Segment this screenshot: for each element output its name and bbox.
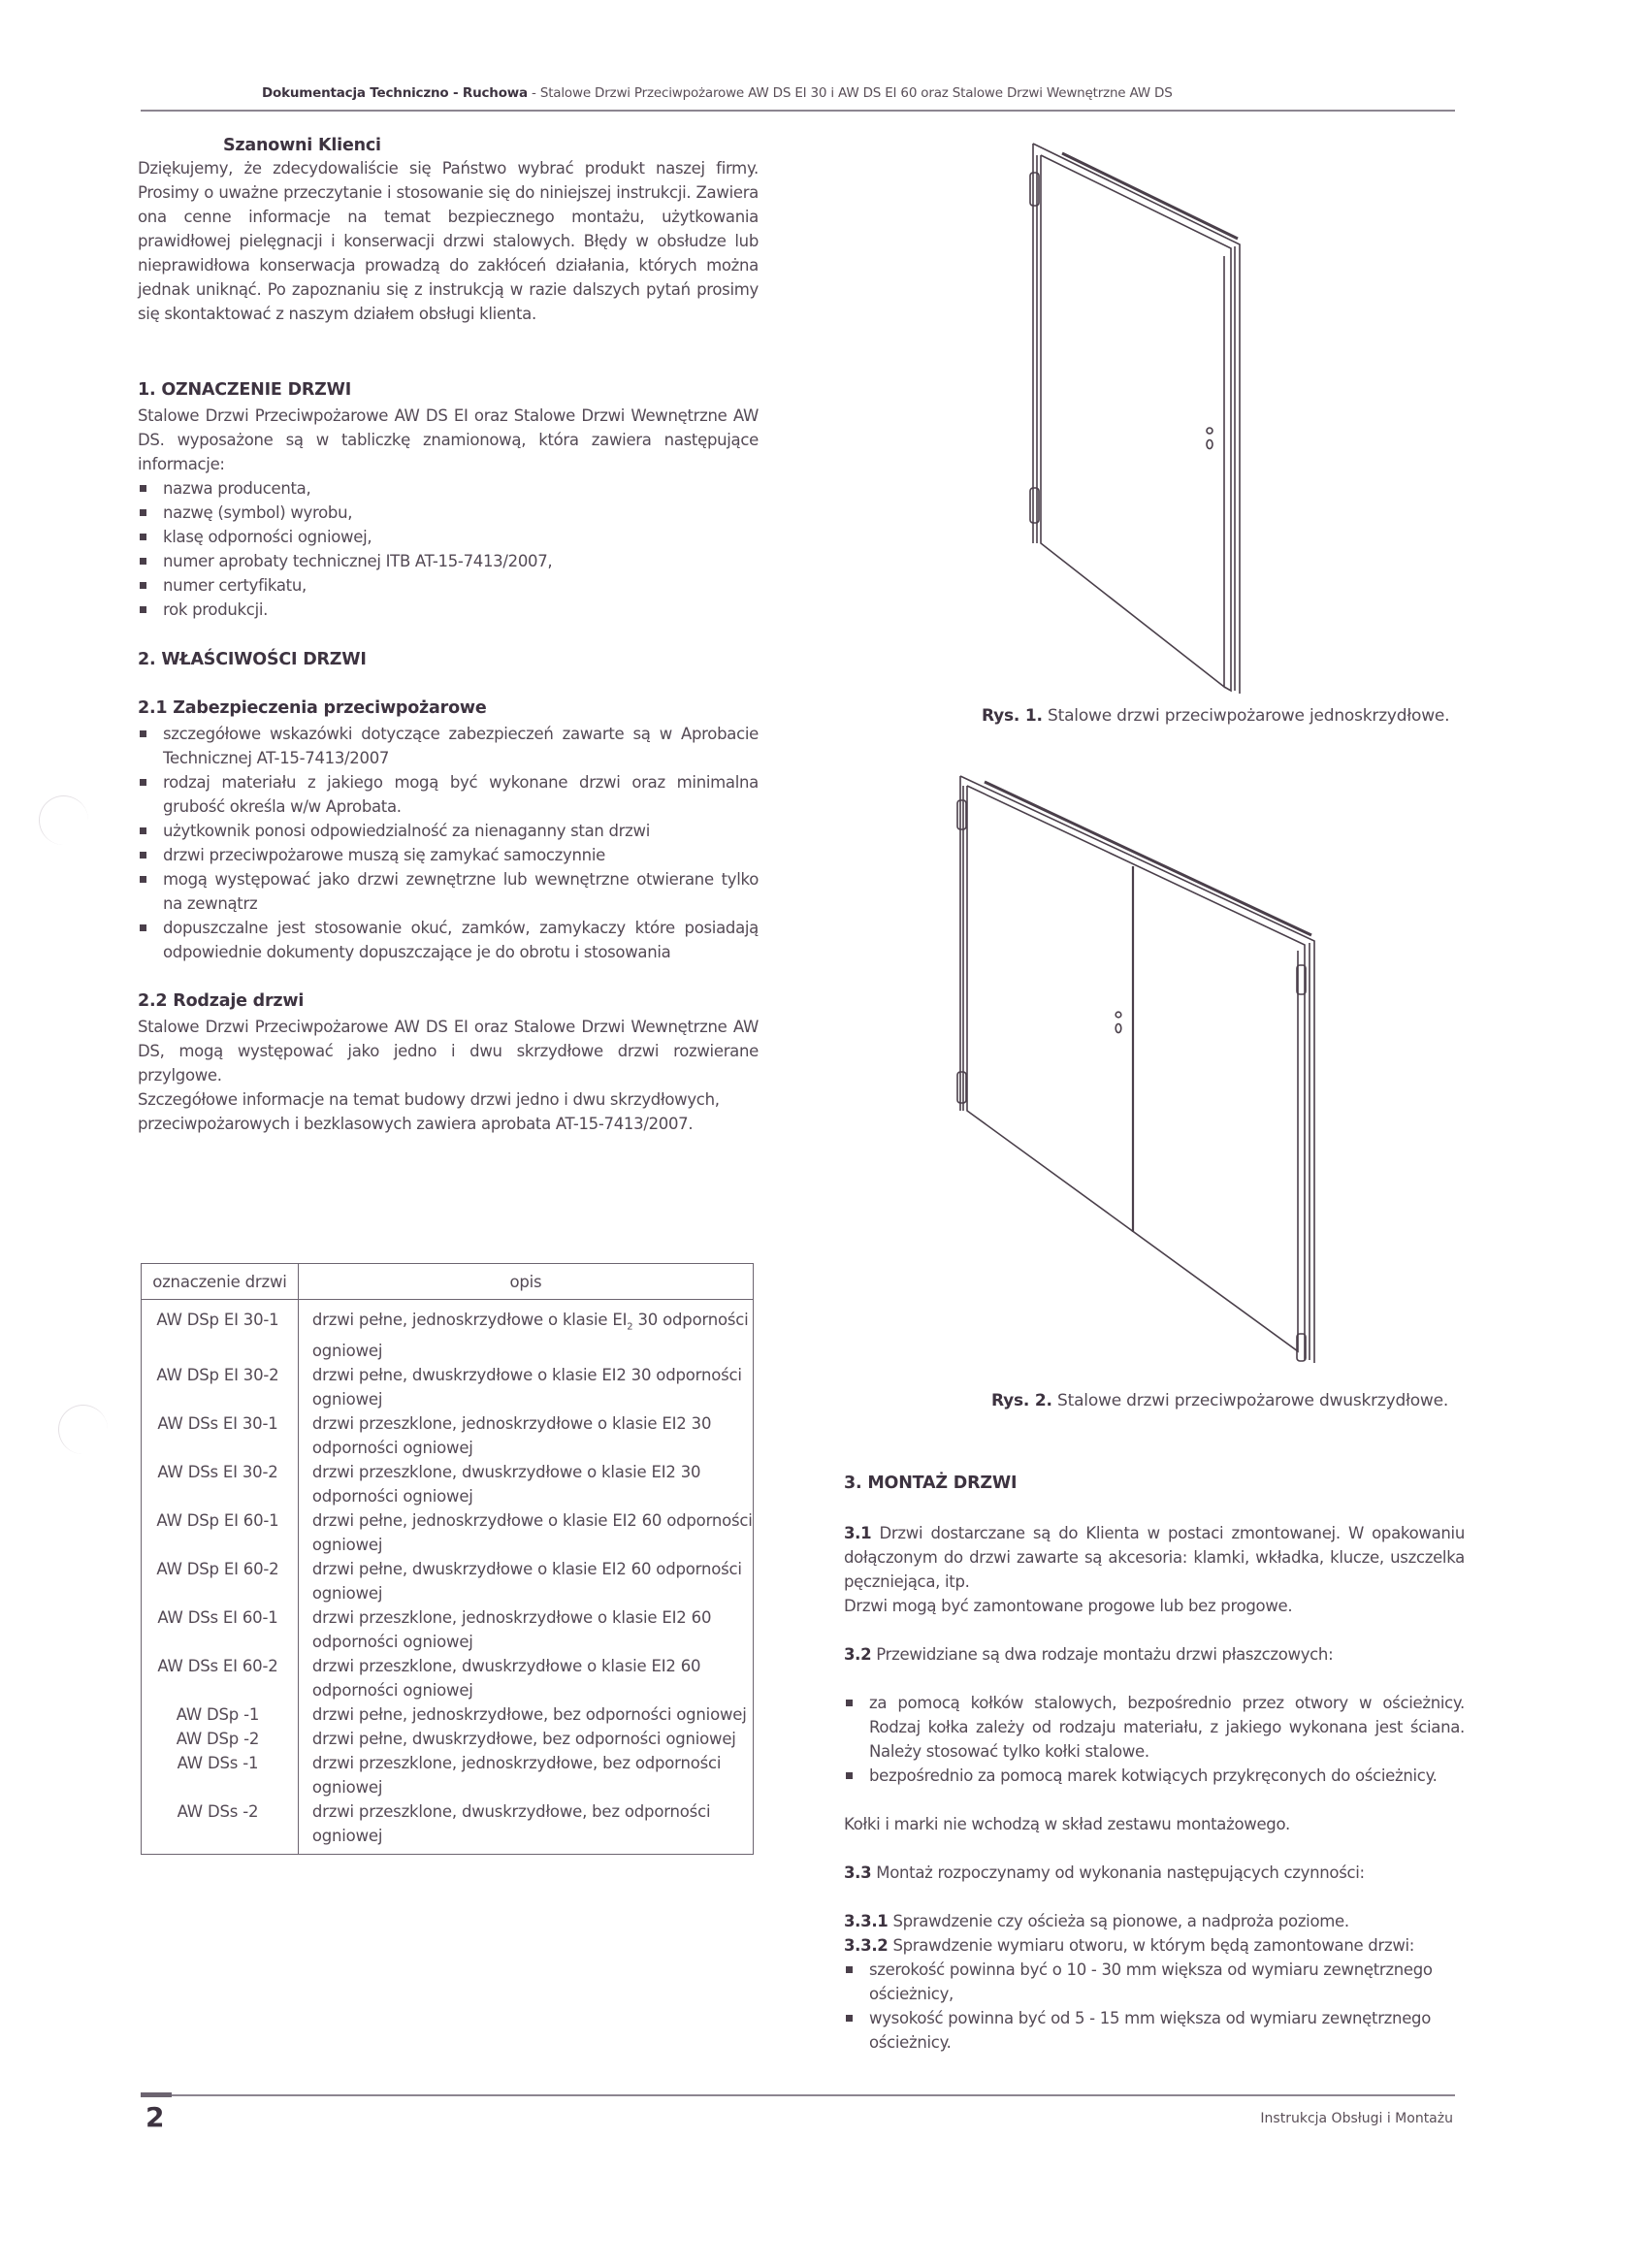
section3-3-2-text: Sprawdzenie wymiaru otworu, w którym będą zamontowane drzwi:: [892, 1936, 1415, 1955]
table-row: [142, 1727, 754, 1751]
door-leaves: [963, 786, 1298, 1351]
row-code: AW DSs -1: [142, 1751, 299, 1799]
header-subtitle: Stalowe Drzwi Przeciwpożarowe AW DS EI 30 i AW DS EI 60 oraz Stalowe Drzwi Wewnętrzne AW DS: [539, 85, 1173, 101]
list-item: za pomocą kołków stalowych, bezpośrednio przez otwory w ościeżnicy. Rodzaj kołka zależy od rodzaju materiału, z jakiego wykonana jest ściana. Należy stosować tylko kołki stalowe.: [844, 1691, 1465, 1764]
section1-list: [138, 476, 759, 622]
section3-3-2: [844, 1933, 1465, 1958]
section3-1-text: Drzwi dostarczane są do Klienta w postaci zmontowanej. W opakowaniu dołączonym do drzwi zawarte są akcesoria: klamki, wkładka, klucze, uszczelka pęczniejąca, itp.: [844, 1524, 1465, 1591]
table-row: [142, 1460, 754, 1508]
section3-1-text2: Drzwi mogą być zamontowane progowe lub bez progowe.: [844, 1597, 1293, 1615]
section3-3-1-text: Sprawdzenie czy ościeża są pionowe, a nadproża poziome.: [892, 1912, 1349, 1930]
list-item: klasę odporności ogniowej,: [138, 525, 759, 549]
section3-3: [844, 1861, 1465, 1885]
row-code: AW DSp -1: [142, 1702, 299, 1727]
row-desc-tail: 30 odporności ogniowej: [311, 1311, 749, 1361]
hinge-icon: [957, 800, 1306, 1361]
row-desc: drzwi pełne, dwuskrzydłowe o klasie EI2 60 odporności ogniowej: [298, 1557, 753, 1605]
row-desc-text: drzwi pełne, jednoskrzydłowe o klasie EI: [311, 1311, 628, 1329]
section3-3-num: 3.3: [844, 1863, 872, 1882]
footer-title: Instrukcja Obsługi i Montażu: [1260, 2111, 1453, 2126]
row-desc-subscript: 2: [627, 1321, 633, 1333]
list-item: bezpośrednio za pomocą marek kotwiących przykręconych do ościeżnicy.: [844, 1764, 1465, 1788]
list-item: wysokość powinna być od 5 - 15 mm większa od wymiaru zewnętrznego ościeżnicy.: [844, 2006, 1465, 2055]
row-desc: drzwi przeszklone, jednoskrzydłowe, bez odporności ogniowej: [298, 1751, 753, 1799]
section2-2-title: 2.2 Rodzaje drzwi: [138, 991, 305, 1011]
scan-artifact: [58, 1405, 108, 1454]
section3-2: [844, 1642, 1465, 1667]
figure-2-caption: [991, 1391, 1448, 1410]
section2-title: 2. WŁAŚCIWOŚCI DRZWI: [138, 650, 367, 669]
section1-title: 1. OZNACZENIE DRZWI: [138, 380, 352, 400]
list-item: dopuszczalne jest stosowanie okuć, zamków, zamykaczy które posiadają odpowiednie dokumenty dopuszczające je do obrotu i stosowania: [138, 916, 759, 964]
door-handle-icon: [1116, 1012, 1121, 1032]
door-handle-icon: [1207, 428, 1212, 449]
row-code: AW DSp EI 60-1: [142, 1508, 299, 1557]
list-item: szczegółowe wskazówki dotyczące zabezpieczeń zawarte są w Aprobacie Technicznej AT-15-7413/2007: [138, 722, 759, 770]
scan-artifact: [39, 795, 88, 845]
section3-3-1: [844, 1909, 1465, 1933]
section3-3-1-num: 3.3.1: [844, 1912, 889, 1930]
list-item: szerokość powinna być o 10 - 30 mm większa od wymiaru zewnętrznego ościeżnicy,: [844, 1958, 1465, 2006]
table-row: [142, 1557, 754, 1605]
row-desc: drzwi pełne, jednoskrzydłowe o klasie EI2 60 odporności ogniowej: [298, 1508, 753, 1557]
section3-3-2-list: [844, 1958, 1465, 2055]
intro-title: Szanowni Klienci: [223, 136, 381, 155]
table-row: [142, 1508, 754, 1557]
door-designation-table: [141, 1263, 754, 1855]
door-leaf: [1037, 155, 1224, 687]
section3-2-text: Przewidziane są dwa rodzaje montażu drzwi płaszczowych:: [876, 1645, 1334, 1664]
row-code: AW DSp -2: [142, 1727, 299, 1751]
row-code: AW DSp EI 60-2: [142, 1557, 299, 1605]
double-leaf-door-illustration: [931, 766, 1339, 1368]
page-number: 2: [146, 2101, 165, 2133]
section3-3-text: Montaż rozpoczynamy od wykonania następujących czynności:: [876, 1863, 1365, 1882]
row-code: AW DSs EI 30-1: [142, 1411, 299, 1460]
list-item: numer certyfikatu,: [138, 573, 759, 598]
section1-body: Stalowe Drzwi Przeciwpożarowe AW DS EI oraz Stalowe Drzwi Wewnętrzne AW DS. wyposażone są w tabliczkę znamionową, która zawiera następujące informacje:: [138, 406, 759, 473]
table-row: [142, 1300, 754, 1364]
list-item: nazwę (symbol) wyrobu,: [138, 501, 759, 525]
section3-2-list: [844, 1691, 1465, 1788]
list-item: nazwa producenta,: [138, 476, 759, 501]
list-item: drzwi przeciwpożarowe muszą się zamykać samoczynnie: [138, 843, 759, 867]
row-desc: drzwi pełne, dwuskrzydłowe o klasie EI2 30 odporności ogniowej: [298, 1363, 753, 1411]
row-code: AW DSp EI 30-1: [142, 1300, 299, 1364]
row-code: AW DSs EI 30-2: [142, 1460, 299, 1508]
row-desc: drzwi pełne, dwuskrzydłowe, bez odporności ogniowej: [298, 1727, 753, 1751]
footer-rule-accent: [141, 2092, 172, 2097]
figure-1-caption: [982, 706, 1449, 726]
row-code: AW DSs EI 60-1: [142, 1605, 299, 1654]
section3-2-note: Kołki i marki nie wchodzą w skład zestawu montażowego.: [844, 1815, 1290, 1833]
footer-rule: [141, 2094, 1455, 2096]
table-row: [142, 1751, 754, 1799]
section2-1-title: 2.1 Zabezpieczenia przeciwpożarowe: [138, 698, 487, 718]
header-separator: -: [527, 85, 540, 101]
row-desc: drzwi przeszklone, jednoskrzydłowe o klasie EI2 30 odporności ogniowej: [298, 1411, 753, 1460]
row-desc: drzwi przeszklone, jednoskrzydłowe o klasie EI2 60 odporności ogniowej: [298, 1605, 753, 1654]
section2-2-para2: Szczegółowe informacje na temat budowy drzwi jedno i dwu skrzydłowych, przeciwpożarowych i bezklasowych zawiera aprobata AT-15-7413/2007.: [138, 1090, 720, 1133]
list-item: numer aprobaty technicznej ITB AT-15-7413/2007,: [138, 549, 759, 573]
table-header-code: oznaczenie drzwi: [142, 1264, 299, 1300]
table-row: [142, 1702, 754, 1727]
table-row: [142, 1654, 754, 1702]
figure-1-label: Rys. 1.: [982, 706, 1043, 726]
row-desc: drzwi przeszklone, dwuskrzydłowe o klasie EI2 30 odporności ogniowej: [298, 1460, 753, 1508]
row-code: AW DSs EI 60-2: [142, 1654, 299, 1702]
section2-1-list: [138, 722, 759, 964]
intro-body: Dziękujemy, że zdecydowaliście się Państwo wybrać produkt naszej firmy. Prosimy o uważne przeczytanie i stosowanie się do niniejszej instrukcji. Zawiera ona cenne informacje na temat bezpiecznego montażu, użytkowania prawidłowej pielęgnacji i konserwacji drzwi stalowych. Błędy w obsłudze lub nieprawidłowa konserwacja prowadzą do zakłóceń działania, których można jednak uniknąć. Po zapoznaniu się z instrukcją w razie dalszych pytań prosimy się skontaktować z naszym działem obsługi klienta.: [138, 159, 759, 323]
list-item: mogą występować jako drzwi zewnętrzne lub wewnętrzne otwierane tylko na zewnątrz: [138, 867, 759, 916]
row-desc: drzwi pełne, jednoskrzydłowe, bez odporności ogniowej: [298, 1702, 753, 1727]
running-header: [262, 85, 1358, 101]
row-code: AW DSs -2: [142, 1799, 299, 1855]
row-desc: [298, 1300, 753, 1364]
list-item: rok produkcji.: [138, 598, 759, 622]
section3-2-num: 3.2: [844, 1645, 872, 1664]
header-doc-type: Dokumentacja Techniczno - Ruchowa: [262, 85, 528, 101]
table-row: [142, 1605, 754, 1654]
figure-2-label: Rys. 2.: [991, 1391, 1052, 1410]
single-leaf-door-illustration: [1009, 136, 1261, 698]
row-desc: drzwi przeszklone, dwuskrzydłowe, bez odporności ogniowej: [298, 1799, 753, 1855]
figure-1-text: Stalowe drzwi przeciwpożarowe jednoskrzydłowe.: [1048, 706, 1450, 726]
section3-title: 3. MONTAŻ DRZWI: [844, 1474, 1018, 1493]
figure-2-text: Stalowe drzwi przeciwpożarowe dwuskrzydłowe.: [1057, 1391, 1449, 1410]
table-row: [142, 1799, 754, 1855]
table-row: [142, 1411, 754, 1460]
row-desc: drzwi przeszklone, dwuskrzydłowe o klasie EI2 60 odporności ogniowej: [298, 1654, 753, 1702]
section3-1-num: 3.1: [844, 1524, 872, 1542]
door-frame: [1033, 144, 1240, 694]
section2-2-para1: Stalowe Drzwi Przeciwpożarowe AW DS EI oraz Stalowe Drzwi Wewnętrzne AW DS, mogą występować jako jedno i dwu skrzydłowe drzwi rozwierane przylgowe.: [138, 1018, 759, 1085]
section3-3-2-num: 3.3.2: [844, 1936, 889, 1955]
list-item: użytkownik ponosi odpowiedzialność za nienaganny stan drzwi: [138, 819, 759, 843]
table-row: [142, 1363, 754, 1411]
section3-1: [844, 1521, 1465, 1594]
table-header-desc: opis: [298, 1264, 753, 1300]
row-code: AW DSp EI 30-2: [142, 1363, 299, 1411]
list-item: rodzaj materiału z jakiego mogą być wykonane drzwi oraz minimalna grubość określa w/w Aprobata.: [138, 770, 759, 819]
door-frame: [960, 776, 1314, 1363]
header-rule: [141, 110, 1455, 112]
